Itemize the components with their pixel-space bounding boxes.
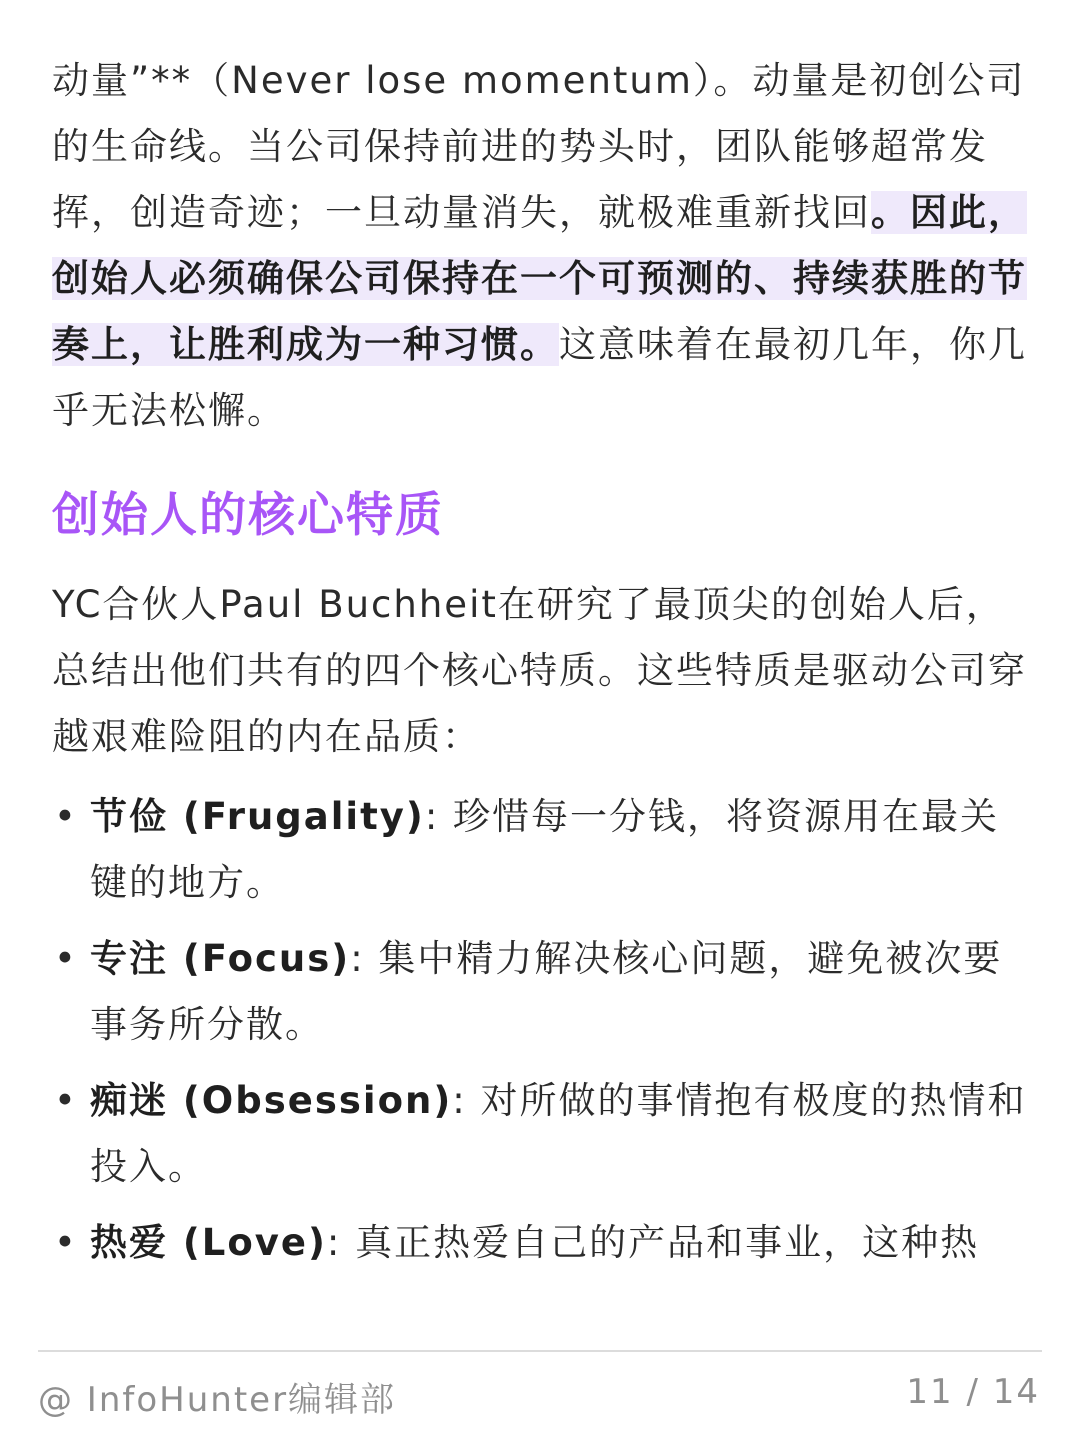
bullet-dot: • <box>54 1079 78 1122</box>
intro-text-end: 这意味着在最初几年，你几乎无法松懈。 <box>52 323 1027 432</box>
bullet-dot: • <box>54 795 78 838</box>
list-item <box>52 926 1028 1058</box>
list-item <box>52 1210 1028 1276</box>
page-number: 11 / 14 <box>906 1372 1040 1412</box>
footer-divider <box>38 1350 1042 1352</box>
article-content <box>52 48 1028 1286</box>
traits-list <box>52 784 1028 1276</box>
list-item <box>52 784 1028 916</box>
trait-term: 节俭 (Frugality) <box>90 795 425 838</box>
intro-paragraph <box>52 48 1028 444</box>
highlighted-sentence: 。因此，创始人必须确保公司保持在一个可预测的、持续获胜的节奏上，让胜利成为一种习惯。 <box>52 191 1027 366</box>
trait-description: : 集中精力解决核心问题，避免被次要事务所分散。 <box>90 937 1003 1046</box>
intro-text-start: 动量”**（Never lose momentum）。动量是初创公司的生命线。当公司保持前进的势头时，团队能够超常发挥，创造奇迹；一旦动量消失，就极难重新找回 <box>52 59 1026 234</box>
trait-description: : 珍惜每一分钱，将资源用在最关键的地方。 <box>90 795 1000 904</box>
section-heading: 创始人的核心特质 <box>52 488 444 543</box>
bullet-dot: • <box>54 937 78 980</box>
bullet-dot: • <box>54 1221 78 1264</box>
trait-term: 专注 (Focus) <box>90 937 351 980</box>
list-item <box>52 1068 1028 1200</box>
author-credit: @ InfoHunter编辑部 <box>38 1380 397 1420</box>
trait-description: : 对所做的事情抱有极度的热情和投入。 <box>90 1079 1027 1188</box>
trait-term: 痴迷 (Obsession) <box>90 1079 453 1122</box>
trait-description: : 真正热爱自己的产品和事业，这种热 <box>326 1221 980 1264</box>
page-footer <box>38 1372 1040 1421</box>
section-paragraph: YC合伙人Paul Buchheit在研究了最顶尖的创始人后，总结出他们共有的四个核心特质。这些特质是驱动公司穿越艰难险阻的内在品质： <box>52 583 1027 758</box>
trait-term: 热爱 (Love) <box>90 1221 327 1264</box>
